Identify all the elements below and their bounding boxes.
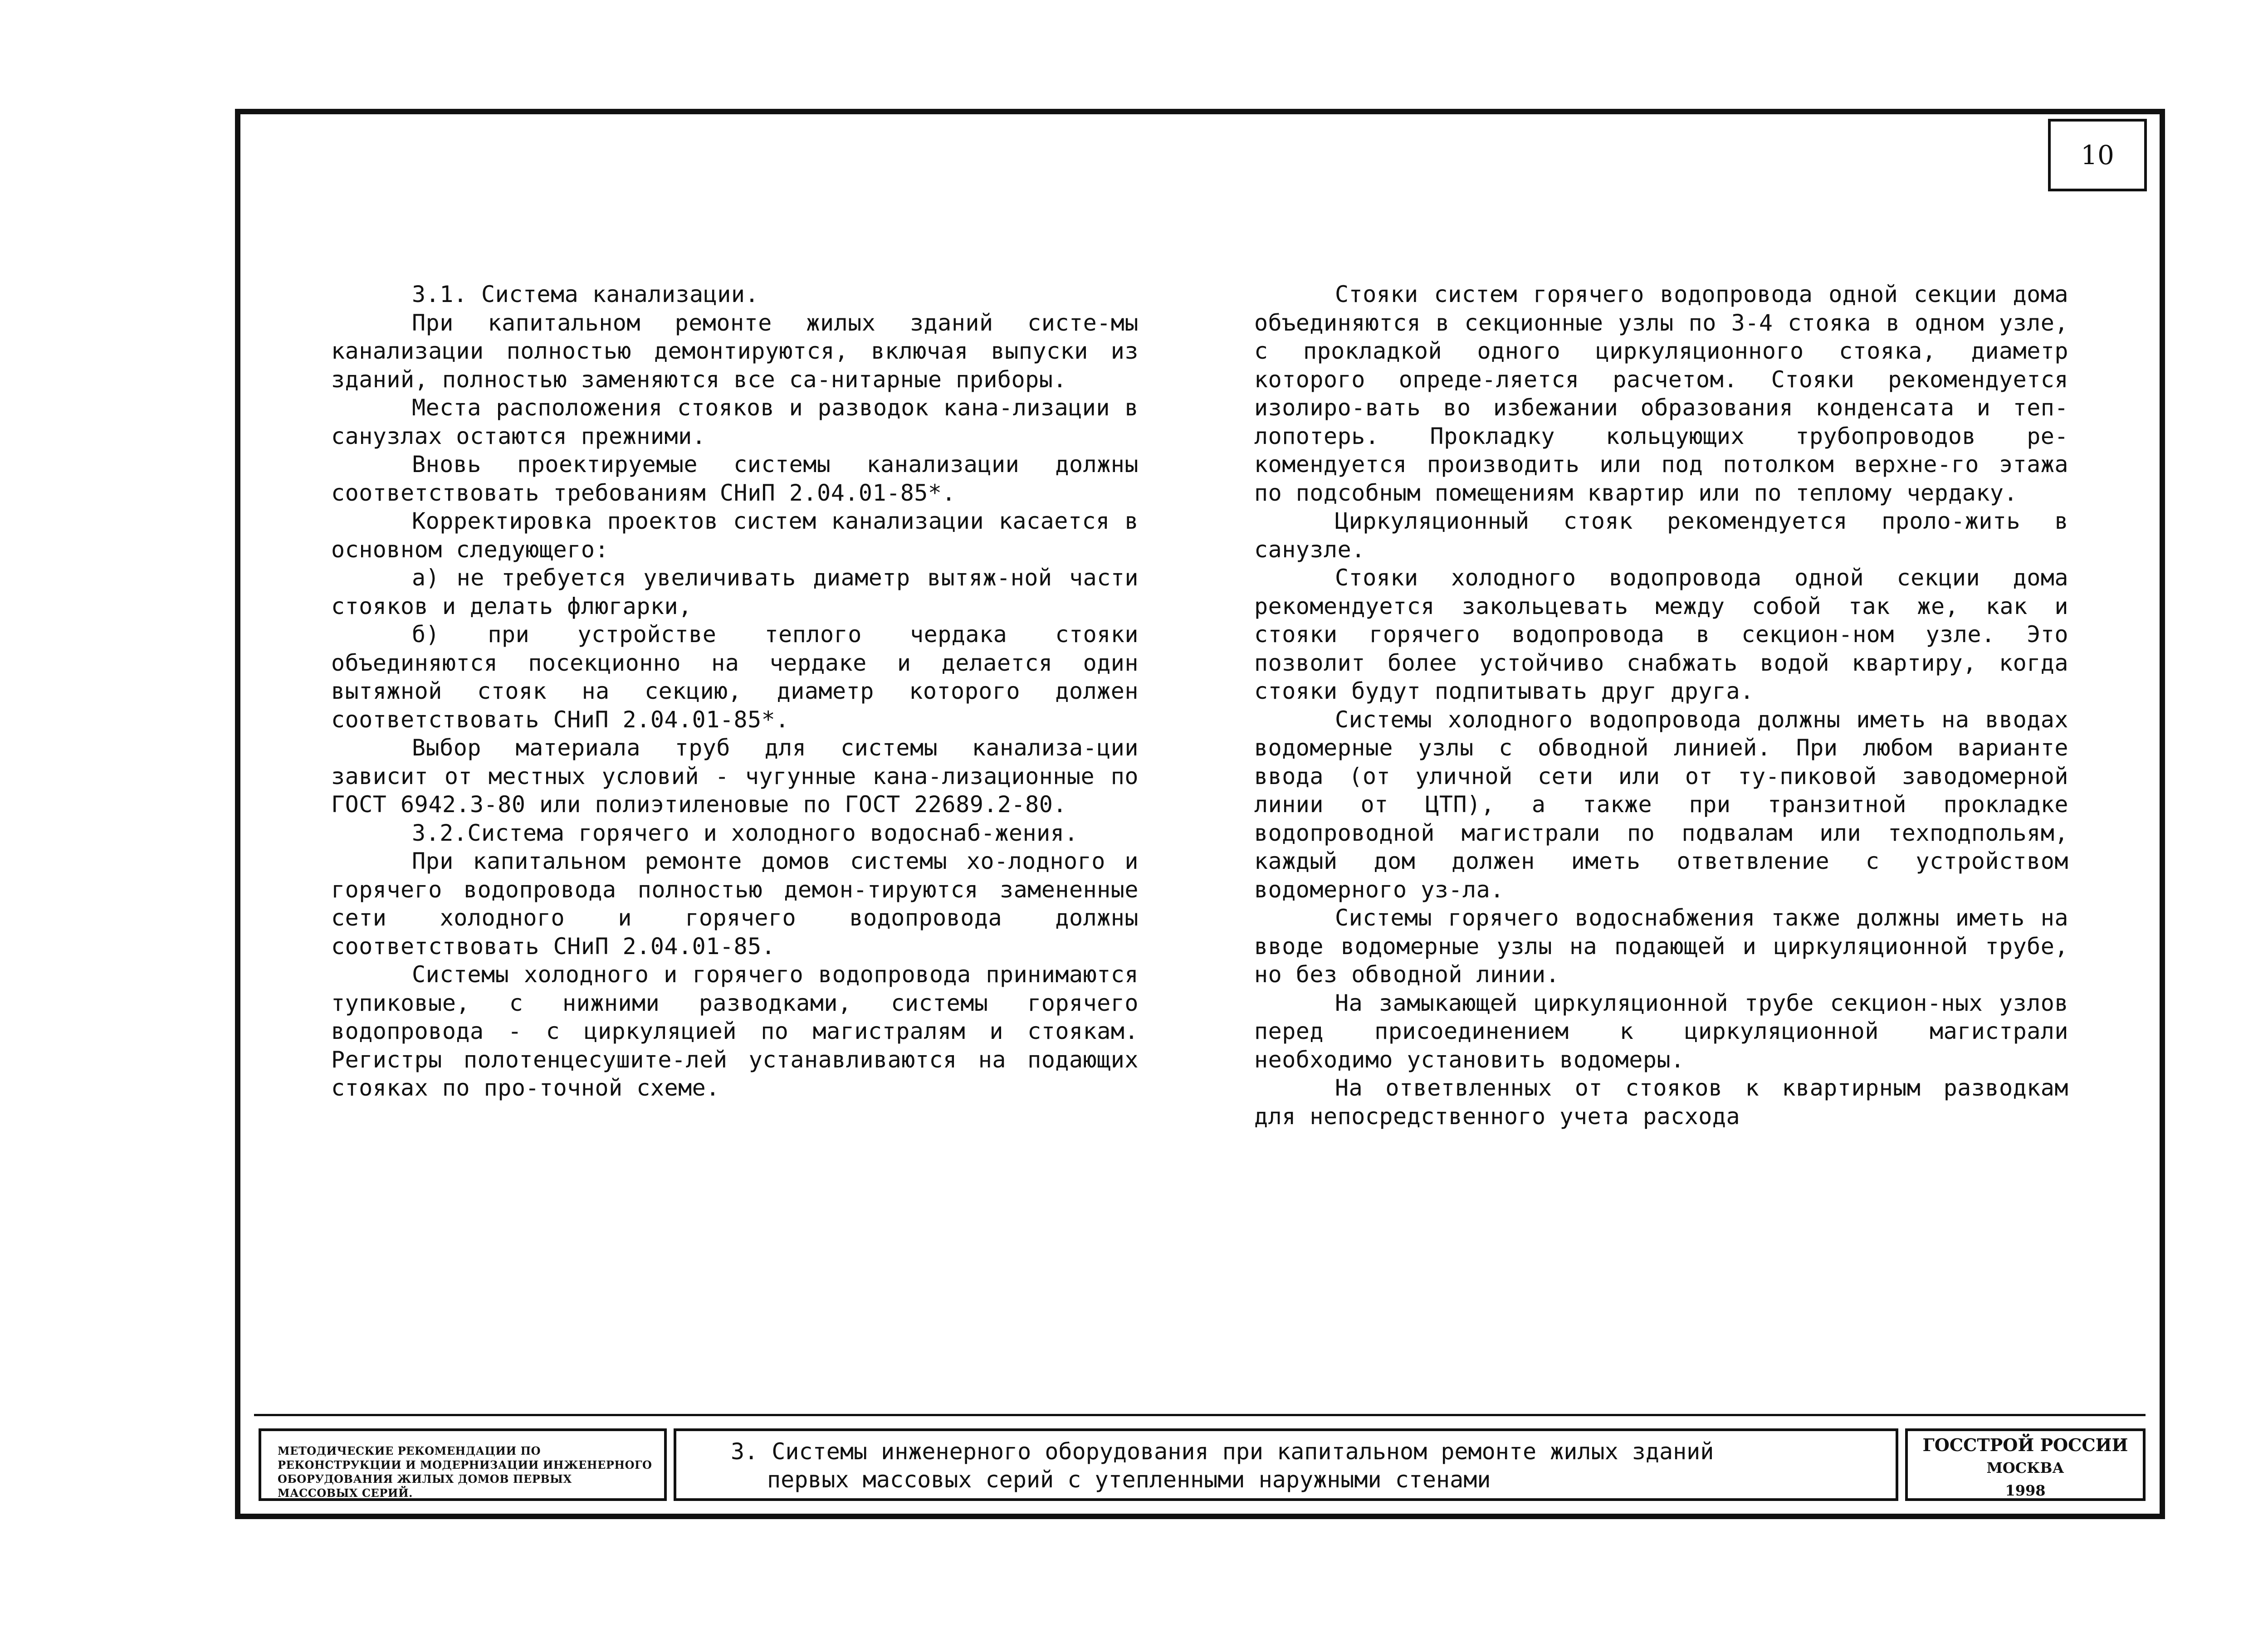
footer-publisher-box <box>1905 1428 2146 1501</box>
footer-title-line1: 3. Системы инженерного оборудования при капитальном ремонте жилых зданий <box>731 1438 1714 1465</box>
paragraph: Системы холодного и горячего водопровода принимаются тупиковые, с нижними разводками, системы горячего водопровода - с циркуляцией по магистралям и стоякам. Регистры полотенцесушите-лей устанавливаются на подающих стояках по про-точной схеме. <box>331 961 1139 1101</box>
paragraph: Стояки систем горячего водопровода одной секции дома объединяются в секционные узлы по 3-4 стояка в одном узле, с прокладкой одного циркуляционного стояка, диаметр которого опреде-ляется расчетом. Стояки рекомендуется изолиро-вать во избежании образования конденсата и теп-лопотерь. Прокладку кольцующих трубопроводов ре-комендуется производить или под потолком верхне-го этажа по подсобным помещениям квартир или по теплому чердаку. <box>1254 281 2068 506</box>
paragraph: а) не требуется увеличивать диаметр вытяж-ной части стояков и делать флюгарки, <box>331 565 1139 619</box>
paragraph: Выбор материала труб для системы канализа-ции зависит от местных условий - чугунные кана-лизационные по ГОСТ 6942.3-80 или полиэтиленовые по ГОСТ 22689.2-80. <box>331 735 1139 818</box>
paragraph: Вновь проектируемые системы канализации должны соответствовать требованиям СНиП 2.04.01-85*. <box>331 451 1139 506</box>
footer-publisher-org: ГОССТРОЙ РОССИИ <box>1922 1435 2128 1455</box>
footer-series-text: МЕТОДИЧЕСКИЕ РЕКОМЕНДАЦИИ ПО РЕКОНСТРУКЦИИ И МОДЕРНИЗАЦИИ ИНЖЕНЕРНОГО ОБОРУДОВАНИЯ ЖИЛЫХ ДОМОВ ПЕРВЫХ МАССОВЫХ СЕРИЙ. <box>278 1444 652 1500</box>
footer-publisher-city: МОСКВА <box>1986 1459 2064 1476</box>
footer-series-box <box>259 1428 667 1501</box>
footer-title-box <box>674 1428 1898 1501</box>
page-number-text: 10 <box>2081 140 2114 171</box>
paragraph: Циркуляционный стояк рекомендуется проло-жить в санузле. <box>1254 508 2068 563</box>
paragraph: Места расположения стояков и разводок кана-лизации в санузлах остаются прежними. <box>331 395 1139 449</box>
footer-divider <box>254 1414 2146 1416</box>
footer-title-line2: первых массовых серий с утепленными наружными стенами <box>767 1466 1491 1493</box>
paragraph: б) при устройстве теплого чердака стояки объединяются посекционно на чердаке и делается один вытяжной стояк на секцию, диаметр которого должен соответствовать СНиП 2.04.01-85*. <box>331 621 1139 733</box>
paragraph: Стояки холодного водопровода одной секции дома рекомендуется закольцевать между собой так же, как и стояки горячего водопровода в секцион-ном узле. Это позволит более устойчиво снабжать водой квартиру, когда стояки будут подпитывать друг друга. <box>1254 565 2068 704</box>
left-text-column <box>331 280 1139 1102</box>
paragraph: При капитальном ремонте жилых зданий систе-мы канализации полностью демонтируются, включая выпуски из зданий, полностью заменяются все са-нитарные приборы. <box>331 309 1139 393</box>
paragraph: На ответвленных от стояков к квартирным разводкам для непосредственного учета расхода <box>1254 1075 2068 1130</box>
paragraph: На замыкающей циркуляционной трубе секцион-ных узлов перед присоединением к циркуляционной магистрали необходимо установить водомеры. <box>1254 989 2068 1073</box>
paragraph: Системы холодного водопровода должны иметь на вводах водомерные узлы с обводной линией. При любом варианте ввода (от уличной сети или от ту-пиковой заводомерной линии от ЦТП), а также при транзитной прокладке водопроводной магистрали по подвалам или техподпольям, каждый дом должен иметь ответвление с устройством водомерного уз-ла. <box>1254 706 2068 903</box>
paragraph: Системы горячего водоснабжения также должны иметь на вводе водомерные узлы на подающей и циркуляционной трубе, но без обводной линии. <box>1254 905 2068 988</box>
paragraph: Корректировка проектов систем канализации касается в основном следующего: <box>331 508 1139 563</box>
page-number <box>2048 119 2147 191</box>
paragraph: 3.2.Система горячего и холодного водоснаб-жения. <box>412 819 1078 846</box>
paragraph: 3.1. Система канализации. <box>412 281 759 307</box>
right-text-column <box>1254 280 2068 1130</box>
paragraph: При капитальном ремонте домов системы хо-лодного и горячего водопровода полностью демон-тируются замененные сети холодного и горячего водопровода должны соответствовать СНиП 2.04.01-85. <box>331 848 1139 960</box>
footer-publisher-year: 1998 <box>2005 1482 2046 1499</box>
